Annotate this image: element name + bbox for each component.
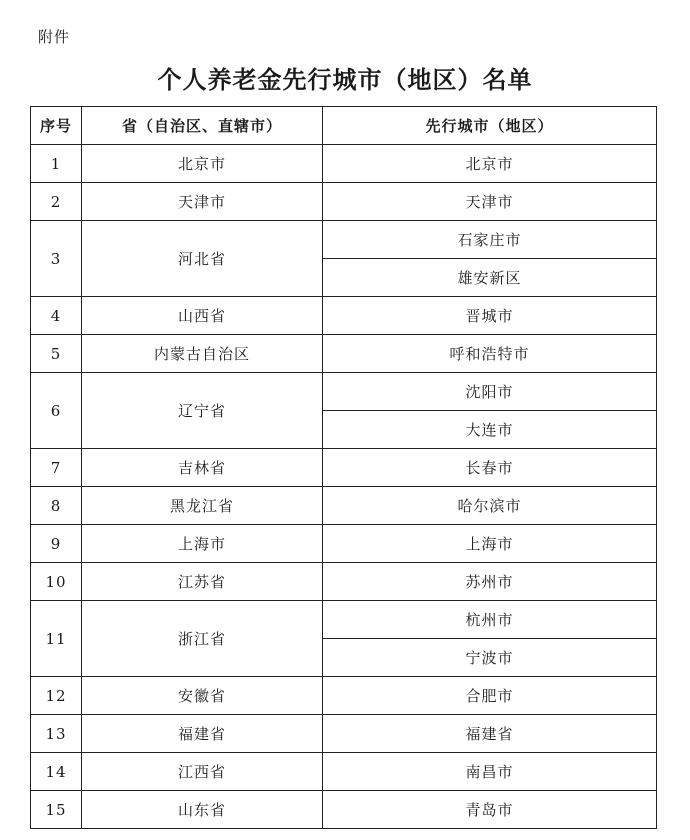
pilot-city-cell: 上海市 [323,525,657,563]
pilot-city-cell: 雄安新区 [323,259,657,297]
province-cell: 上海市 [82,525,323,563]
pilot-city-cell: 北京市 [323,145,657,183]
serial-number-cell: 14 [31,753,82,791]
pilot-city-cell: 天津市 [323,183,657,221]
pilot-city-cell: 呼和浩特市 [323,335,657,373]
serial-number-cell: 2 [31,183,82,221]
page-title: 个人养老金先行城市（地区）名单 [157,66,533,94]
serial-number-cell: 6 [31,373,82,449]
table-row [31,145,657,183]
province-cell: 江西省 [82,753,323,791]
province-cell: 福建省 [82,715,323,753]
province-cell: 江苏省 [82,563,323,601]
table-row [31,677,657,715]
province-cell: 河北省 [82,221,323,297]
table-row [31,373,657,411]
table-row [31,183,657,221]
table-row [31,525,657,563]
pilot-city-cell: 宁波市 [323,639,657,677]
table-row [31,791,657,829]
serial-number-cell: 9 [31,525,82,563]
province-cell: 吉林省 [82,449,323,487]
table-row [31,449,657,487]
pilot-city-cell: 南昌市 [323,753,657,791]
header-province: 省（自治区、直辖市） [82,107,323,145]
table-row [31,715,657,753]
pilot-city-cell: 合肥市 [323,677,657,715]
serial-number-cell: 11 [31,601,82,677]
table-header-row [31,107,657,145]
pilot-city-cell: 哈尔滨市 [323,487,657,525]
province-cell: 内蒙古自治区 [82,335,323,373]
serial-number-cell: 5 [31,335,82,373]
province-cell: 山西省 [82,297,323,335]
table-row [31,753,657,791]
pilot-city-cell: 福建省 [323,715,657,753]
attachment-label: 附件 [38,28,71,46]
serial-number-cell: 4 [31,297,82,335]
serial-number-cell: 7 [31,449,82,487]
serial-number-cell: 8 [31,487,82,525]
table-row [31,297,657,335]
table-row [31,487,657,525]
table-body [31,145,657,829]
serial-number-cell: 3 [31,221,82,297]
pilot-city-cell: 晋城市 [323,297,657,335]
province-cell: 安徽省 [82,677,323,715]
serial-number-cell: 1 [31,145,82,183]
pilot-city-cell: 大连市 [323,411,657,449]
province-cell: 天津市 [82,183,323,221]
pilot-city-cell: 青岛市 [323,791,657,829]
province-cell: 北京市 [82,145,323,183]
province-cell: 浙江省 [82,601,323,677]
table-row [31,563,657,601]
serial-number-cell: 13 [31,715,82,753]
table-row [31,601,657,639]
serial-number-cell: 12 [31,677,82,715]
header-serial-number: 序号 [31,107,82,145]
table-row [31,221,657,259]
pilot-city-cell: 石家庄市 [323,221,657,259]
header-pilot-city: 先行城市（地区） [323,107,657,145]
pilot-city-cell: 长春市 [323,449,657,487]
province-cell: 辽宁省 [82,373,323,449]
province-cell: 山东省 [82,791,323,829]
pilot-city-cell: 沈阳市 [323,373,657,411]
province-cell: 黑龙江省 [82,487,323,525]
serial-number-cell: 15 [31,791,82,829]
serial-number-cell: 10 [31,563,82,601]
pilot-city-cell: 苏州市 [323,563,657,601]
table-row [31,335,657,373]
pilot-city-cell: 杭州市 [323,601,657,639]
pilot-cities-table [30,106,657,829]
